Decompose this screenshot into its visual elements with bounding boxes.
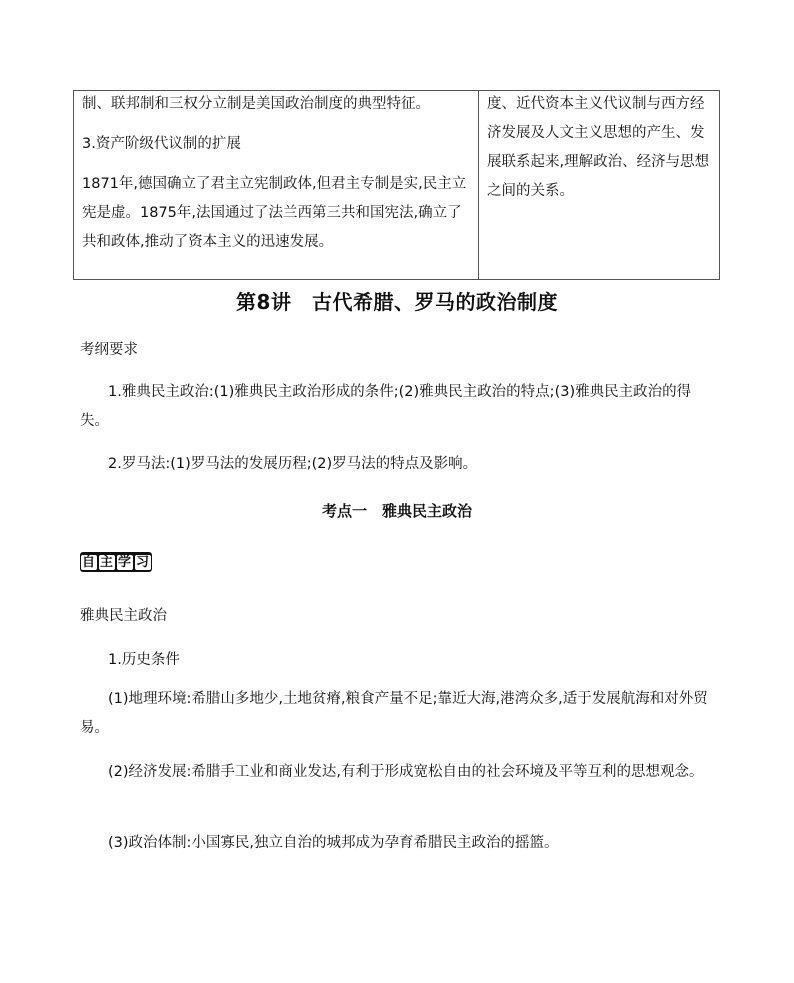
continuation-table <box>73 90 720 280</box>
badge-char: 习 <box>136 554 151 570</box>
table-left-paragraph-1: 制、联邦制和三权分立制是美国政治制度的典型特征。 <box>82 96 430 112</box>
table-cell-right <box>479 91 719 279</box>
table-cell-left <box>74 91 479 279</box>
syllabus-label: 考纲要求 <box>80 342 138 358</box>
syllabus-item-2: 2.罗马法:(1)罗马法的发展历程;(2)罗马法的特点及影响。 <box>108 456 478 472</box>
badge-char: 自 <box>81 554 96 570</box>
topic-heading: 雅典民主政治 <box>80 608 167 624</box>
badge-char: 主 <box>99 554 114 570</box>
table-left-paragraph-2: 1871年,德国确立了君主立宪制政体,但君主专制是实,民主立宪是虚。1875年,法国通过了法兰西第三共和国宪法,确立了共和政体,推动了资本主义的迅速发展。 <box>82 176 467 250</box>
lecture-title: 第8讲 古代希腊、罗马的政治制度 <box>236 290 558 314</box>
condition-geography: (1)地理环境:希腊山多地少,土地贫瘠,粮食产量不足;靠近大海,港湾众多,适于发展航海和对外贸易。 <box>80 691 708 736</box>
self-study-badge <box>80 552 152 572</box>
point-title: 考点一 雅典民主政治 <box>321 502 472 520</box>
table-left-heading: 3.资产阶级代议制的扩展 <box>82 136 241 152</box>
badge-char: 学 <box>118 554 133 570</box>
condition-politics: (3)政治体制:小国寡民,独立自治的城邦成为孕育希腊民主政治的摇篮。 <box>108 835 559 851</box>
table-right-paragraph: 度、近代资本主义代议制与西方经济发展及人文主义思想的产生、发展联系起来,理解政治、经济与思想之间的关系。 <box>487 96 710 199</box>
syllabus-item-1: 1.雅典民主政治:(1)雅典民主政治形成的条件;(2)雅典民主政治的特点;(3)雅典民主政治的得失。 <box>80 384 692 429</box>
condition-economy: (2)经济发展:希腊手工业和商业发达,有利于形成宽松自由的社会环境及平等互利的思想观念。 <box>108 764 704 780</box>
subheading-historical-conditions: 1.历史条件 <box>108 652 180 668</box>
